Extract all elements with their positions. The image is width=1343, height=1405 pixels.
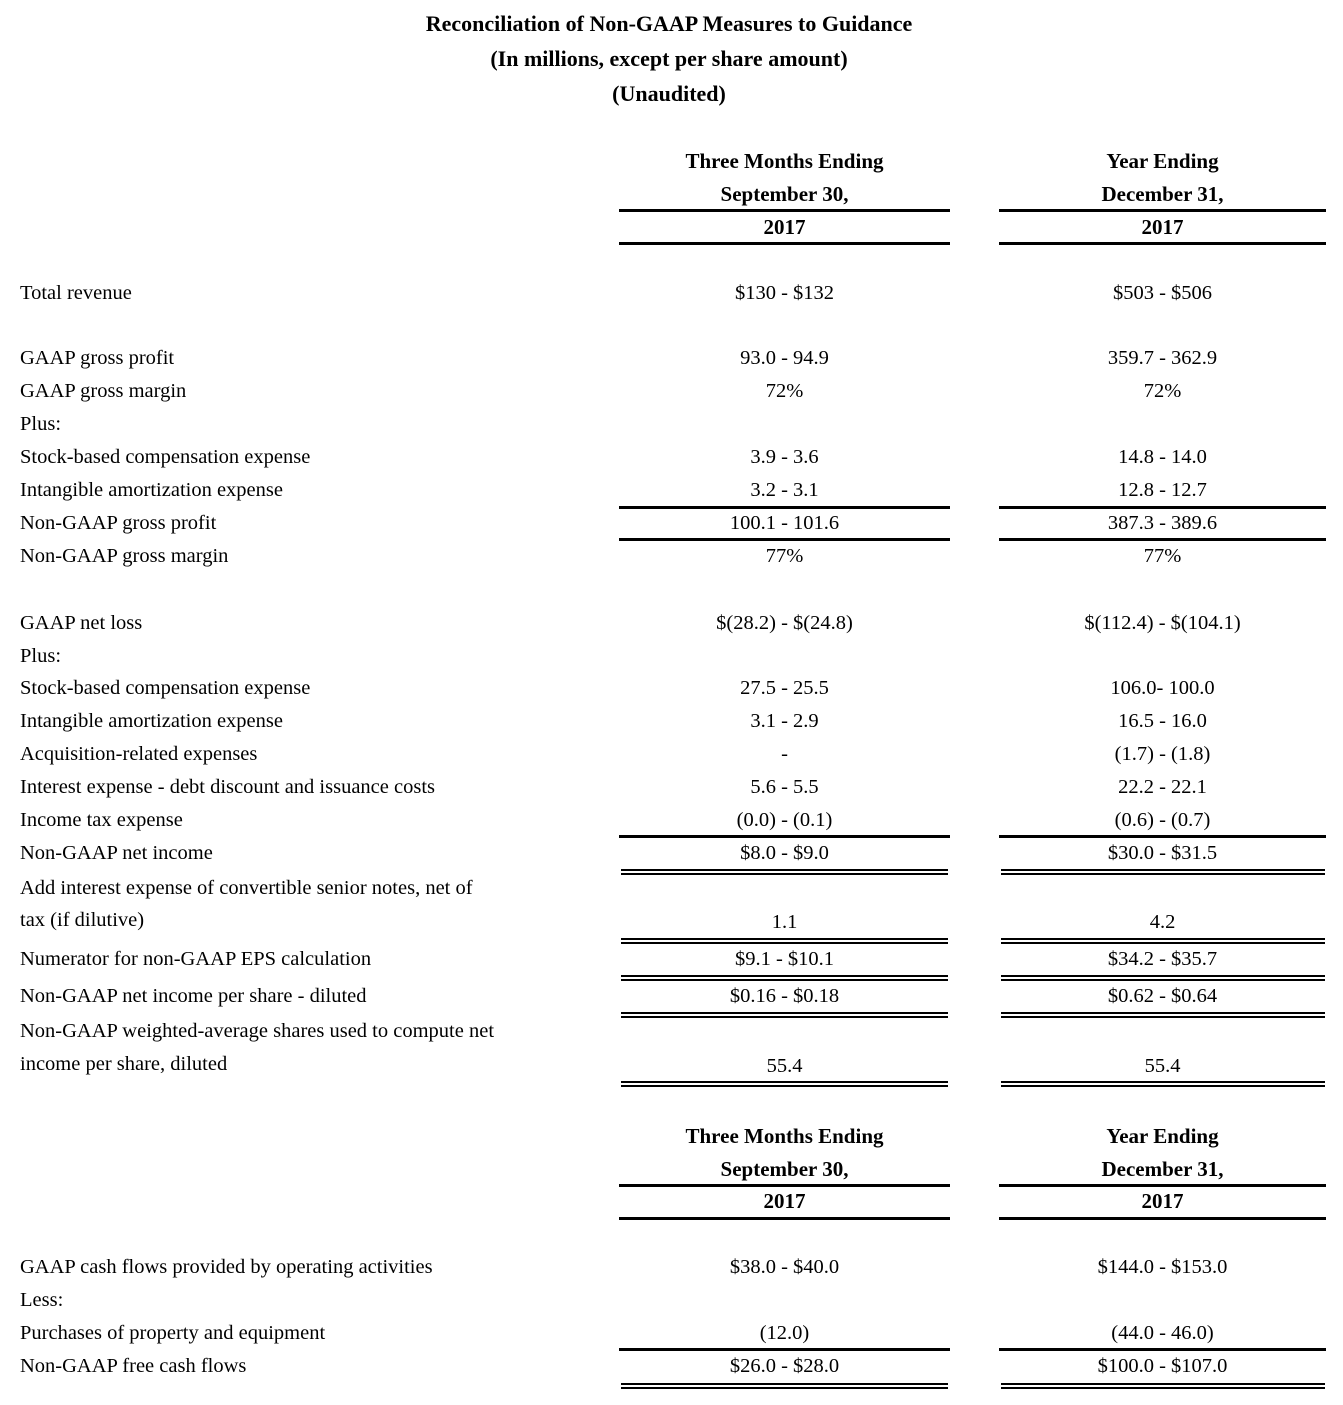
value-year: 14.8 - 14.0 <box>1118 446 1207 468</box>
total-double-rule <box>1001 1012 1325 1014</box>
value-year: (0.6) - (0.7) <box>1114 809 1211 831</box>
total-double-rule <box>621 869 948 871</box>
report-subtitle: (In millions, except per share amount) <box>490 46 848 71</box>
value-three-months: 72% <box>765 380 804 402</box>
column-header-line2: December 31, <box>1101 1157 1224 1181</box>
value-year: 77% <box>1143 545 1182 567</box>
row-label: Interest expense - debt discount and issuance costs <box>20 776 436 798</box>
row-label: Total revenue <box>20 282 132 304</box>
row-label: Intangible amortization expense <box>20 710 283 732</box>
row-label: Plus: <box>20 413 62 435</box>
header-rule <box>999 1217 1326 1220</box>
column-header-line2: December 31, <box>1101 182 1224 206</box>
value-year: 72% <box>1143 380 1182 402</box>
column-header-line1: Three Months Ending <box>685 1124 884 1148</box>
value-three-months: 100.1 - 101.6 <box>729 512 840 534</box>
value-three-months: $(28.2) - $(24.8) <box>716 612 853 634</box>
row-label: Acquisition-related expenses <box>20 743 258 765</box>
value-three-months: 3.2 - 3.1 <box>750 479 819 501</box>
value-year: 16.5 - 16.0 <box>1118 710 1207 732</box>
column-header-line1: Three Months Ending <box>685 149 884 173</box>
row-label: Numerator for non-GAAP EPS calculation <box>20 948 372 970</box>
value-three-months: $38.0 - $40.0 <box>729 1256 840 1278</box>
row-label: Less: <box>20 1289 64 1311</box>
value-year: $503 - $506 <box>1112 282 1213 304</box>
value-three-months: (0.0) - (0.1) <box>736 809 833 831</box>
column-header-year <box>999 145 1326 211</box>
column-year-year: 2017 <box>1141 1189 1184 1213</box>
column-header-three-months <box>619 1120 950 1186</box>
column-header-line1: Year Ending <box>1106 149 1219 173</box>
report-title: Reconciliation of Non-GAAP Measures to Guidance <box>425 11 913 36</box>
value-three-months: $26.0 - $28.0 <box>729 1355 840 1377</box>
row-label: Stock-based compensation expense <box>20 677 311 699</box>
total-double-rule <box>1001 1081 1325 1083</box>
row-label: Intangible amortization expense <box>20 479 283 501</box>
total-double-rule <box>1001 938 1325 940</box>
total-double-rule <box>621 975 948 977</box>
header-rule <box>999 242 1326 245</box>
value-year: $0.62 - $0.64 <box>1107 985 1218 1007</box>
value-year: $144.0 - $153.0 <box>1097 1256 1228 1278</box>
row-label: GAAP gross margin <box>20 380 187 402</box>
value-year: (1.7) - (1.8) <box>1114 743 1211 765</box>
column-year-three-months: 2017 <box>763 215 806 239</box>
row-label: Purchases of property and equipment <box>20 1322 326 1344</box>
total-double-rule <box>621 1383 948 1385</box>
total-double-rule <box>1001 975 1325 977</box>
value-year: $30.0 - $31.5 <box>1107 842 1218 864</box>
row-label: Income tax expense <box>20 809 183 831</box>
column-header-year <box>999 1120 1326 1186</box>
row-label: Non-GAAP free cash flows <box>20 1355 247 1377</box>
column-header-three-months <box>619 145 950 211</box>
value-year: 22.2 - 22.1 <box>1118 776 1207 798</box>
value-year: 4.2 <box>1149 911 1176 933</box>
value-year: $100.0 - $107.0 <box>1097 1355 1228 1377</box>
value-three-months: 93.0 - 94.9 <box>740 347 829 369</box>
value-three-months: $9.1 - $10.1 <box>734 948 835 970</box>
value-year: 387.3 - 389.6 <box>1107 512 1218 534</box>
header-rule <box>619 242 950 245</box>
header-rule <box>619 1217 950 1220</box>
value-three-months: 1.1 <box>771 911 798 933</box>
value-three-months: (12.0) <box>759 1322 810 1344</box>
row-label: Plus: <box>20 645 62 667</box>
value-year: 55.4 <box>1144 1055 1181 1077</box>
column-header-line2: September 30, <box>720 182 849 206</box>
value-three-months: - <box>781 743 788 765</box>
value-three-months: 27.5 - 25.5 <box>740 677 829 699</box>
row-label: Non-GAAP net income per share - diluted <box>20 985 367 1007</box>
report-unaudited-note: (Unaudited) <box>612 81 726 106</box>
value-year: 12.8 - 12.7 <box>1118 479 1207 501</box>
row-label: GAAP gross profit <box>20 347 175 369</box>
column-year-year: 2017 <box>1141 215 1184 239</box>
row-label-continued: income per share, diluted <box>20 1053 228 1075</box>
value-three-months: 55.4 <box>766 1055 803 1077</box>
row-label: Stock-based compensation expense <box>20 446 311 468</box>
total-double-rule <box>621 1012 948 1014</box>
row-label: GAAP cash flows provided by operating activities <box>20 1256 433 1278</box>
total-double-rule <box>621 1081 948 1083</box>
value-three-months: $130 - $132 <box>734 282 835 304</box>
value-three-months: $8.0 - $9.0 <box>740 842 829 864</box>
value-year: 359.7 - 362.9 <box>1107 347 1218 369</box>
total-double-rule <box>621 938 948 940</box>
value-three-months: $0.16 - $0.18 <box>729 985 840 1007</box>
column-header-line1: Year Ending <box>1106 1124 1219 1148</box>
column-year-three-months: 2017 <box>763 1189 806 1213</box>
value-three-months: 77% <box>765 545 804 567</box>
value-year: (44.0 - 46.0) <box>1111 1322 1214 1344</box>
row-label: Non-GAAP weighted-average shares used to compute net <box>20 1020 495 1042</box>
value-three-months: 3.9 - 3.6 <box>750 446 819 468</box>
row-label: Non-GAAP gross margin <box>20 545 229 567</box>
value-year: $(112.4) - $(104.1) <box>1084 612 1241 634</box>
total-double-rule <box>1001 1383 1325 1385</box>
row-label: GAAP net loss <box>20 612 143 634</box>
row-label-continued: tax (if dilutive) <box>20 909 145 931</box>
value-year: $34.2 - $35.7 <box>1107 948 1218 970</box>
value-three-months: 3.1 - 2.9 <box>750 710 819 732</box>
total-double-rule <box>1001 869 1325 871</box>
value-year: 106.0- 100.0 <box>1110 677 1215 699</box>
column-header-line2: September 30, <box>720 1157 849 1181</box>
row-label: Add interest expense of convertible senior notes, net of <box>20 877 473 899</box>
value-three-months: 5.6 - 5.5 <box>750 776 819 798</box>
row-label: Non-GAAP net income <box>20 842 213 864</box>
row-label: Non-GAAP gross profit <box>20 512 217 534</box>
